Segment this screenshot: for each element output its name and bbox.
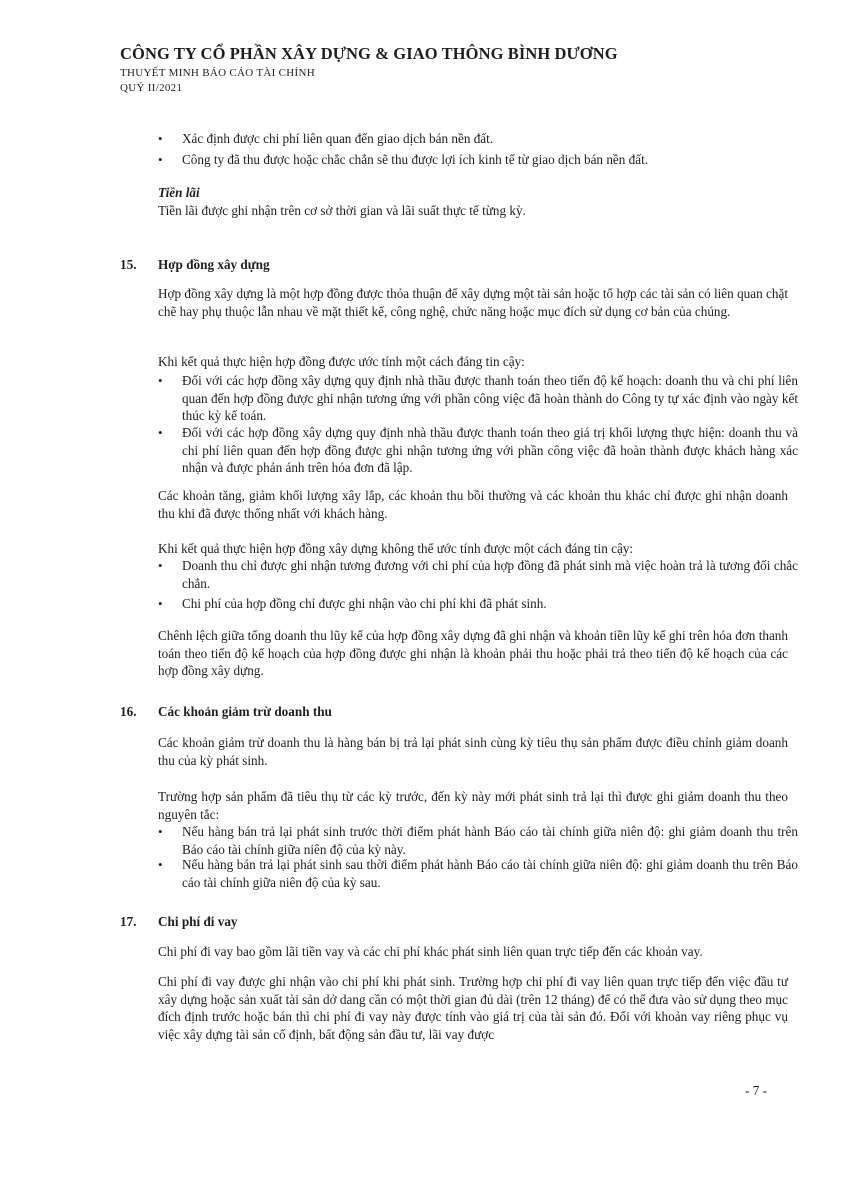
bullet-icon: • — [158, 596, 163, 611]
list-item — [158, 823, 798, 859]
section-number: 15. — [120, 257, 137, 272]
paragraph: Các khoản tăng, giảm khối lượng xây lắp, các khoản thu bồi thường và các khoản thu khác chỉ được ghi nhận doanh thu khi đã được thống nhất với khách hàng. — [158, 488, 788, 521]
list-item — [158, 130, 798, 148]
report-period: QUÝ II/2021 — [120, 82, 183, 94]
bullet-icon: • — [158, 824, 163, 839]
section-title: Chi phí đi vay — [158, 914, 238, 929]
list-item — [158, 424, 798, 478]
bullet-icon: • — [158, 558, 163, 573]
list-item — [158, 557, 798, 593]
bullet-icon: • — [158, 857, 163, 872]
list-item — [158, 856, 798, 892]
bullet-icon: • — [158, 425, 163, 440]
list-item-text: Chi phí của hợp đồng chỉ được ghi nhận vào chi phí khi đã phát sinh. — [182, 596, 547, 611]
list-item-text: Công ty đã thu được hoặc chắc chắn sẽ thu được lợi ích kinh tế từ giao dịch bán nền đất. — [182, 152, 649, 167]
paragraph: Hợp đồng xây dựng là một hợp đồng được thỏa thuận để xây dựng một tài sản hoặc tổ hợp các tài sản có liên quan chặt chẽ hay phụ thuộc lẫn nhau về mặt thiết kế, công nghệ, chức năng hoặc mục đích sử dụng cơ bản của chúng. — [158, 286, 788, 319]
paragraph: Các khoản giảm trừ doanh thu là hàng bán bị trả lại phát sinh cùng kỳ tiêu thụ sản phẩm được điều chỉnh giảm doanh thu của kỳ phát sinh. — [158, 735, 788, 768]
paragraph: Tiền lãi được ghi nhận trên cơ sở thời gian và lãi suất thực tế từng kỳ. — [158, 203, 526, 218]
paragraph: Khi kết quả thực hiện hợp đồng được ước tính một cách đáng tin cậy: — [158, 354, 525, 369]
report-subtitle: THUYẾT MINH BÁO CÁO TÀI CHÍNH — [120, 67, 315, 79]
list-item — [158, 595, 798, 613]
list-item-text: Nếu hàng bán trả lại phát sinh trước thời điểm phát hành Báo cáo tài chính giữa niên độ: ghi giảm doanh thu trên Báo cáo tài chính giữa niên độ của kỳ này. — [182, 824, 798, 857]
list-item-text: Xác định được chi phí liên quan đến giao dịch bán nền đất. — [182, 131, 494, 146]
paragraph: Chi phí đi vay được ghi nhận vào chi phí khi phát sinh. Trường hợp chi phí đi vay liên quan trực tiếp đến việc đầu tư xây dựng hoặc sản xuất tài sản dở dang cần có một thời gian đủ dài (trên 12 tháng) để có thể đưa vào sử dụng theo mục đích định trước hoặc bán thì chi phí đi vay này được tính vào giá trị của tài sản đó. Đối với khoản vay riêng phục vụ việc xây dựng tài sản cố định, bất động sản đầu tư, lãi vay được — [158, 974, 788, 1042]
paragraph: Trường hợp sản phẩm đã tiêu thụ từ các kỳ trước, đến kỳ này mới phát sinh trả lại thì được ghi giảm doanh thu theo nguyên tắc: — [158, 789, 788, 822]
subheading-interest: Tiền lãi — [158, 185, 200, 200]
bullet-icon: • — [158, 373, 163, 388]
section-number: 17. — [120, 914, 137, 929]
list-item-text: Nếu hàng bán trả lại phát sinh sau thời điểm phát hành Báo cáo tài chính giữa niên độ: ghi giảm doanh thu trên Báo cáo tài chính giữa niên độ của kỳ sau. — [182, 857, 798, 890]
section-title: Các khoản giảm trừ doanh thu — [158, 704, 332, 719]
bullet-icon: • — [158, 152, 163, 167]
section-title: Hợp đồng xây dựng — [158, 257, 270, 272]
list-item-text: Đối với các hợp đồng xây dựng quy định nhà thầu được thanh toán theo giá trị khối lượng thực hiện: doanh thu và chi phí liên quan đến hợp đồng được ghi nhận tương ứng với phần công việc đã hoàn thành được khách hàng xác nhận và được phản ánh trên hóa đơn đã lập. — [182, 425, 798, 475]
page-number: - 7 - — [745, 1083, 767, 1098]
paragraph: Chi phí đi vay bao gồm lãi tiền vay và các chi phí khác phát sinh liên quan trực tiếp đến các khoản vay. — [158, 944, 703, 959]
list-item — [158, 372, 798, 426]
bullet-icon: • — [158, 131, 163, 146]
list-item — [158, 151, 798, 169]
list-item-text: Doanh thu chỉ được ghi nhận tương đương với chi phí của hợp đồng đã phát sinh mà việc hoàn trả là tương đối chắc chắn. — [182, 558, 798, 591]
section-number: 16. — [120, 704, 137, 719]
paragraph: Khi kết quả thực hiện hợp đồng xây dựng không thể ước tính được một cách đáng tin cậy: — [158, 541, 634, 556]
list-item-text: Đối với các hợp đồng xây dựng quy định nhà thầu được thanh toán theo tiến độ kế hoạch: doanh thu và chi phí liên quan đến hợp đồng được ghi nhận tương ứng với phần công việc đã hoàn thành do Công ty tự xác định vào ngày kết thúc kỳ kế toán. — [182, 373, 798, 423]
company-name: CÔNG TY CỔ PHẦN XÂY DỰNG & GIAO THÔNG BÌNH DƯƠNG — [120, 44, 618, 63]
paragraph: Chênh lệch giữa tổng doanh thu lũy kế của hợp đồng xây dựng đã ghi nhận và khoản tiền lũy kế ghi trên hóa đơn thanh toán theo tiến độ kế hoạch của hợp đồng được ghi nhận là khoản phải thu hoặc phải trả theo tiến độ kế hoạch của các hợp đồng xây dựng. — [158, 628, 788, 678]
